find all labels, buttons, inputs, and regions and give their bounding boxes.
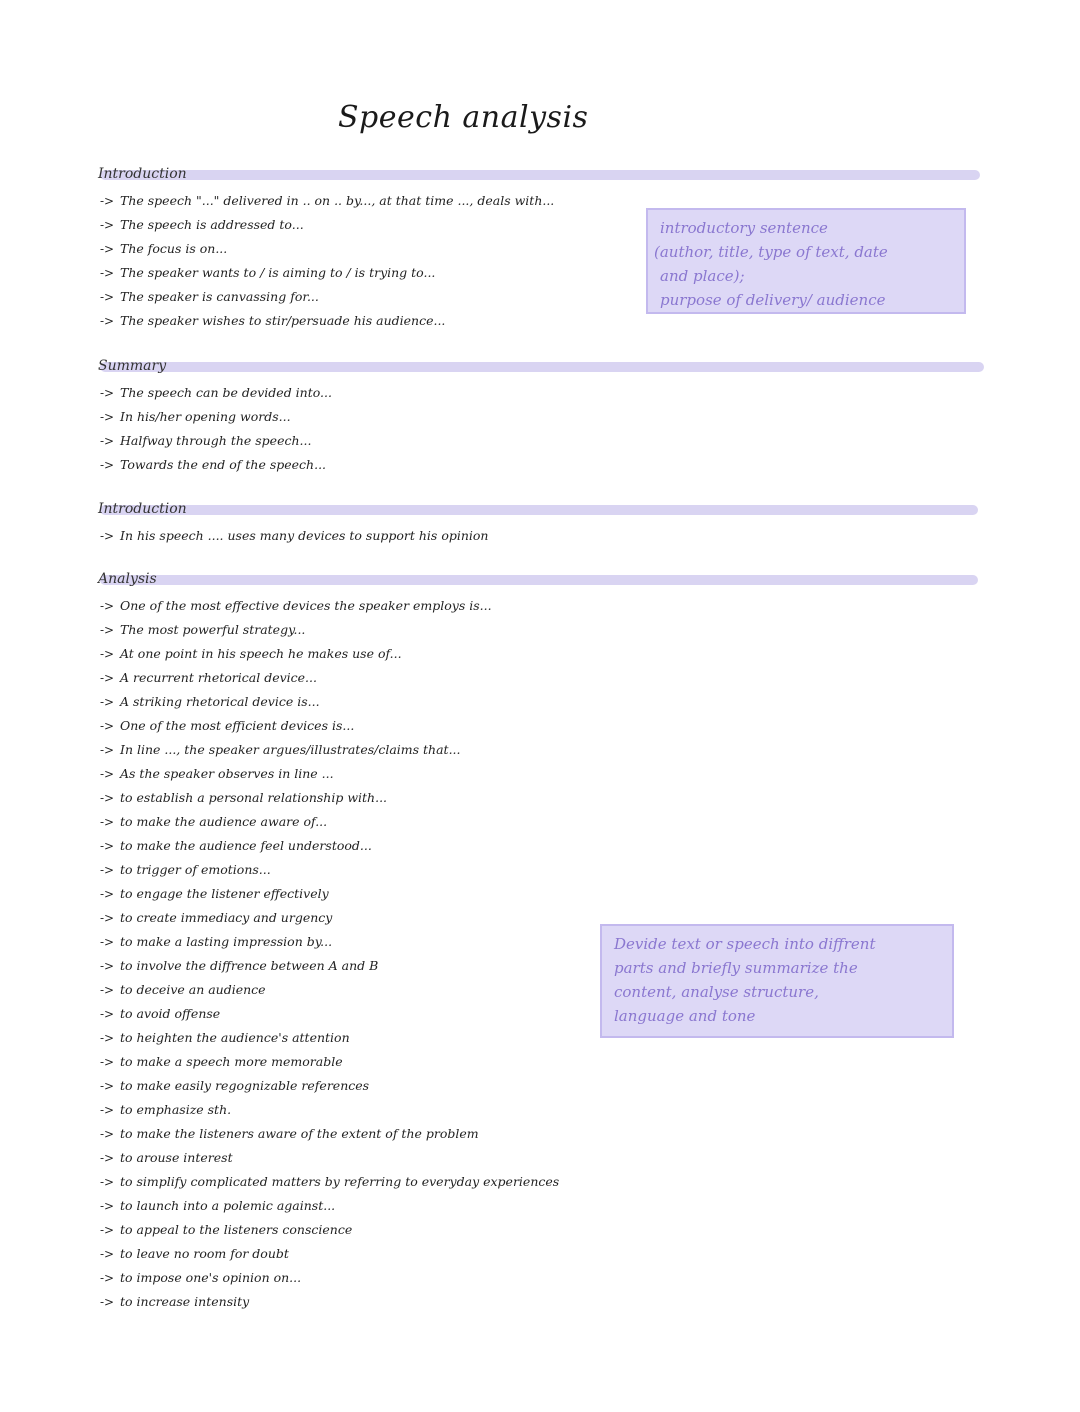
arrow-icon: -> xyxy=(100,743,115,757)
list-item-text: to make a lasting impression by... xyxy=(120,934,333,949)
list-item-text: to simplify complicated matters by referring to everyday experiences xyxy=(120,1174,560,1189)
list-item xyxy=(96,285,554,309)
arrow-icon: -> xyxy=(100,1295,115,1309)
list-item-text: In line ..., the speaker argues/illustrates/claims that... xyxy=(120,742,461,757)
list-item-text: to increase intensity xyxy=(120,1294,250,1309)
arrow-icon: -> xyxy=(100,266,115,280)
arrow-icon: -> xyxy=(100,1151,115,1165)
list-item xyxy=(96,237,554,261)
list-item-text: As the speaker observes in line ... xyxy=(120,766,334,781)
arrow-icon: -> xyxy=(100,194,115,208)
list-item-text: to establish a personal relationship with... xyxy=(120,790,388,805)
list-item-text: The speech "..." delivered in .. on .. by..., at that time ..., deals with... xyxy=(120,193,555,208)
arrow-icon: -> xyxy=(100,767,115,781)
arrow-icon: -> xyxy=(100,386,115,400)
list-item xyxy=(96,1026,559,1050)
section-heading xyxy=(96,571,559,591)
list-item xyxy=(96,690,559,714)
list-item-text: to engage the listener effectively xyxy=(120,886,329,901)
note-line: (author, title, type of text, date xyxy=(654,243,888,261)
arrow-icon: -> xyxy=(100,671,115,685)
arrow-icon: -> xyxy=(100,983,115,997)
list-item-text: to make easily regognizable references xyxy=(120,1078,370,1093)
arrow-icon: -> xyxy=(100,887,115,901)
list-item-text: One of the most efficient devices is... xyxy=(120,718,355,733)
arrow-icon: -> xyxy=(100,529,115,543)
arrow-icon: -> xyxy=(100,935,115,949)
list-item xyxy=(96,786,559,810)
list-item-text: to heighten the audience's attention xyxy=(120,1030,350,1045)
list-item xyxy=(96,1098,559,1122)
note-line: language and tone xyxy=(614,1007,756,1025)
list-item xyxy=(96,858,559,882)
phrase-list xyxy=(96,594,559,1314)
section-heading-text: Summary xyxy=(98,358,167,374)
list-item-text: Towards the end of the speech... xyxy=(120,457,327,472)
section-introduction-2 xyxy=(96,501,488,548)
list-item-text: Halfway through the speech... xyxy=(120,433,312,448)
list-item xyxy=(96,1218,559,1242)
section-heading xyxy=(96,166,554,186)
section-analysis xyxy=(96,571,559,1314)
arrow-icon: -> xyxy=(100,911,115,925)
arrow-icon: -> xyxy=(100,458,115,472)
arrow-icon: -> xyxy=(100,1175,115,1189)
list-item xyxy=(96,714,559,738)
list-item-text: to leave no room for doubt xyxy=(120,1246,289,1261)
arrow-icon: -> xyxy=(100,1271,115,1285)
list-item-text: One of the most effective devices the speaker employs is... xyxy=(120,598,492,613)
list-item-text: The most powerful strategy... xyxy=(120,622,306,637)
list-item xyxy=(96,309,554,333)
list-item-text: A recurrent rhetorical device... xyxy=(120,670,317,685)
list-item xyxy=(96,429,332,453)
arrow-icon: -> xyxy=(100,410,115,424)
note-line: and place); xyxy=(660,267,745,285)
list-item xyxy=(96,189,554,213)
arrow-icon: -> xyxy=(100,242,115,256)
section-heading-text: Analysis xyxy=(98,571,157,587)
section-heading-text: Introduction xyxy=(98,501,187,517)
list-item-text: to make the audience aware of... xyxy=(120,814,328,829)
list-item xyxy=(96,1266,559,1290)
list-item-text: to arouse interest xyxy=(120,1150,233,1165)
list-item-text: to make a speech more memorable xyxy=(120,1054,343,1069)
margin-note-analysis xyxy=(600,924,954,1038)
list-item xyxy=(96,642,559,666)
list-item xyxy=(96,261,554,285)
phrase-list xyxy=(96,381,332,477)
list-item xyxy=(96,1122,559,1146)
section-heading xyxy=(96,358,332,378)
note-line: parts and briefly summarize the xyxy=(614,959,858,977)
list-item-text: to create immediacy and urgency xyxy=(120,910,333,925)
list-item xyxy=(96,834,559,858)
list-item-text: to make the listeners aware of the extent of the problem xyxy=(120,1126,479,1141)
arrow-icon: -> xyxy=(100,695,115,709)
arrow-icon: -> xyxy=(100,1007,115,1021)
list-item xyxy=(96,594,559,618)
list-item-text: At one point in his speech he makes use of... xyxy=(120,646,402,661)
list-item-text: to impose one's opinion on... xyxy=(120,1270,302,1285)
list-item-text: to trigger of emotions... xyxy=(120,862,271,877)
arrow-icon: -> xyxy=(100,959,115,973)
list-item-text: The speech is addressed to... xyxy=(120,217,304,232)
list-item-text: The speaker wants to / is aiming to / is trying to... xyxy=(120,265,436,280)
phrase-list xyxy=(96,524,488,548)
list-item xyxy=(96,1170,559,1194)
list-item-text: to emphasize sth. xyxy=(120,1102,232,1117)
list-item-text: A striking rhetorical device is... xyxy=(120,694,320,709)
arrow-icon: -> xyxy=(100,1199,115,1213)
list-item xyxy=(96,618,559,642)
section-heading-text: Introduction xyxy=(98,166,187,182)
list-item xyxy=(96,882,559,906)
note-line: purpose of delivery/ audience xyxy=(660,291,886,309)
arrow-icon: -> xyxy=(100,719,115,733)
arrow-icon: -> xyxy=(100,1079,115,1093)
list-item xyxy=(96,524,488,548)
list-item-text: In his/her opening words... xyxy=(120,409,291,424)
list-item-text: The speaker is canvassing for... xyxy=(120,289,319,304)
arrow-icon: -> xyxy=(100,863,115,877)
note-line: Devide text or speech into diffrent xyxy=(614,935,876,953)
list-item-text: The speaker wishes to stir/persuade his audience... xyxy=(120,313,446,328)
list-item xyxy=(96,453,332,477)
list-item xyxy=(96,213,554,237)
arrow-icon: -> xyxy=(100,1031,115,1045)
list-item-text: to launch into a polemic against... xyxy=(120,1198,336,1213)
list-item xyxy=(96,1194,559,1218)
list-item-text: In his speech .... uses many devices to support his opinion xyxy=(120,528,489,543)
list-item xyxy=(96,906,559,930)
list-item-text: to deceive an audience xyxy=(120,982,266,997)
arrow-icon: -> xyxy=(100,1127,115,1141)
arrow-icon: -> xyxy=(100,647,115,661)
section-summary xyxy=(96,358,332,477)
list-item xyxy=(96,381,332,405)
arrow-icon: -> xyxy=(100,1247,115,1261)
page-title: Speech analysis xyxy=(338,100,589,135)
arrow-icon: -> xyxy=(100,1223,115,1237)
section-heading xyxy=(96,501,488,521)
list-item xyxy=(96,762,559,786)
list-item xyxy=(96,978,559,1002)
list-item xyxy=(96,1242,559,1266)
list-item xyxy=(96,954,559,978)
arrow-icon: -> xyxy=(100,791,115,805)
list-item xyxy=(96,810,559,834)
arrow-icon: -> xyxy=(100,218,115,232)
note-line: introductory sentence xyxy=(660,219,828,237)
arrow-icon: -> xyxy=(100,434,115,448)
list-item xyxy=(96,1146,559,1170)
list-item xyxy=(96,1050,559,1074)
list-item-text: to avoid offense xyxy=(120,1006,221,1021)
list-item-text: The focus is on... xyxy=(120,241,228,256)
margin-note-introduction xyxy=(646,208,966,314)
list-item xyxy=(96,1002,559,1026)
arrow-icon: -> xyxy=(100,839,115,853)
arrow-icon: -> xyxy=(100,815,115,829)
list-item-text: to appeal to the listeners conscience xyxy=(120,1222,353,1237)
list-item xyxy=(96,405,332,429)
list-item xyxy=(96,1074,559,1098)
list-item xyxy=(96,738,559,762)
phrase-list xyxy=(96,189,554,333)
list-item-text: The speech can be devided into... xyxy=(120,385,332,400)
list-item-text: to make the audience feel understood... xyxy=(120,838,372,853)
list-item xyxy=(96,1290,559,1314)
arrow-icon: -> xyxy=(100,290,115,304)
arrow-icon: -> xyxy=(100,623,115,637)
arrow-icon: -> xyxy=(100,599,115,613)
arrow-icon: -> xyxy=(100,1055,115,1069)
list-item xyxy=(96,930,559,954)
arrow-icon: -> xyxy=(100,1103,115,1117)
list-item-text: to involve the diffrence between A and B xyxy=(120,958,379,973)
section-introduction xyxy=(96,166,554,333)
note-line: content, analyse structure, xyxy=(614,983,819,1001)
list-item xyxy=(96,666,559,690)
arrow-icon: -> xyxy=(100,314,115,328)
